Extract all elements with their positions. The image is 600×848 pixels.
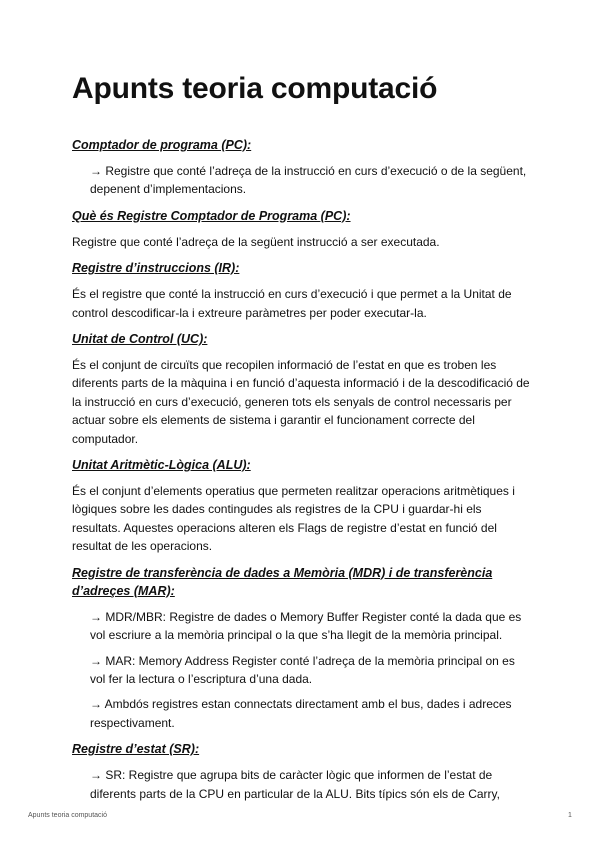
- section-paragraph: → MDR/MBR: Registre de dades o Memory Buffer Register conté la dada que es vol escriure a la memòria principal o la que s’ha llegit de la memòria principal.: [90, 609, 522, 643]
- footer-page-number: 1: [568, 812, 572, 819]
- section-paragraph: És el registre que conté la instrucció en curs d’execució i que permet a la Unitat de control descodificar-la i extreure paràmetres per poder executar-la.: [72, 287, 512, 320]
- section-heading: Registre d’estat (SR):: [72, 742, 200, 757]
- section-paragraph: → MAR: Memory Address Register conté l’adreça de la memòria principal on es vol fer la lectura o l’escriptura d’una dada.: [90, 653, 515, 686]
- section-paragraph: És el conjunt d’elements operatius que permeten realitzar operacions aritmètiques i lògiques sobre les dades contingudes als registres de la CPU i guardar-hi els resultats. Aquestes operacions alteren els Flags de registre d’estat en funció del resultat de les operacions.: [72, 484, 515, 554]
- section-heading: Què és Registre Comptador de Programa (PC):: [72, 208, 351, 223]
- page-title: Apunts teoria computació: [72, 72, 438, 105]
- document-body: [72, 128, 532, 810]
- section-heading: Unitat Aritmètic-Lògica (ALU):: [72, 458, 251, 473]
- section-heading: Registre d’instruccions (IR):: [72, 261, 240, 276]
- section-paragraph: → SR: Registre que agrupa bits de caràcter lògic que informen de l’estat de diferents parts de la CPU en particular de la ALU. Bits típics són els de Carry,: [90, 768, 500, 801]
- section-paragraph: Registre que conté l’adreça de la següent instrucció a ser executada.: [72, 234, 440, 249]
- section-heading: Unitat de Control (UC):: [72, 332, 208, 347]
- section-paragraph: → Ambdós registres estan connectats directament amb el bus, dades i adreces respectivament.: [90, 697, 512, 730]
- section-paragraph: És el conjunt de circuïts que recopilen informació de l’estat en que es troben les diferents parts de la màquina i en funció d’aquesta informació i de la descodificació de la instrucció en curs d’execució, generen tots els senyals de control necessaris per actuar sobre els elements de sistema i garantir el funcionament correcte del computador.: [72, 358, 530, 446]
- section-heading: Registre de transferència de dades a Memòria (MDR) i de transferència d’adreçes (MAR):: [72, 565, 493, 598]
- section-heading: Comptador de programa (PC):: [72, 138, 252, 152]
- section-paragraph: → Registre que conté l’adreça de la instrucció en curs d’execució o de la següent, depenent d’implementacions.: [90, 164, 527, 197]
- footer-doc-name: Apunts teoria computació: [28, 812, 107, 819]
